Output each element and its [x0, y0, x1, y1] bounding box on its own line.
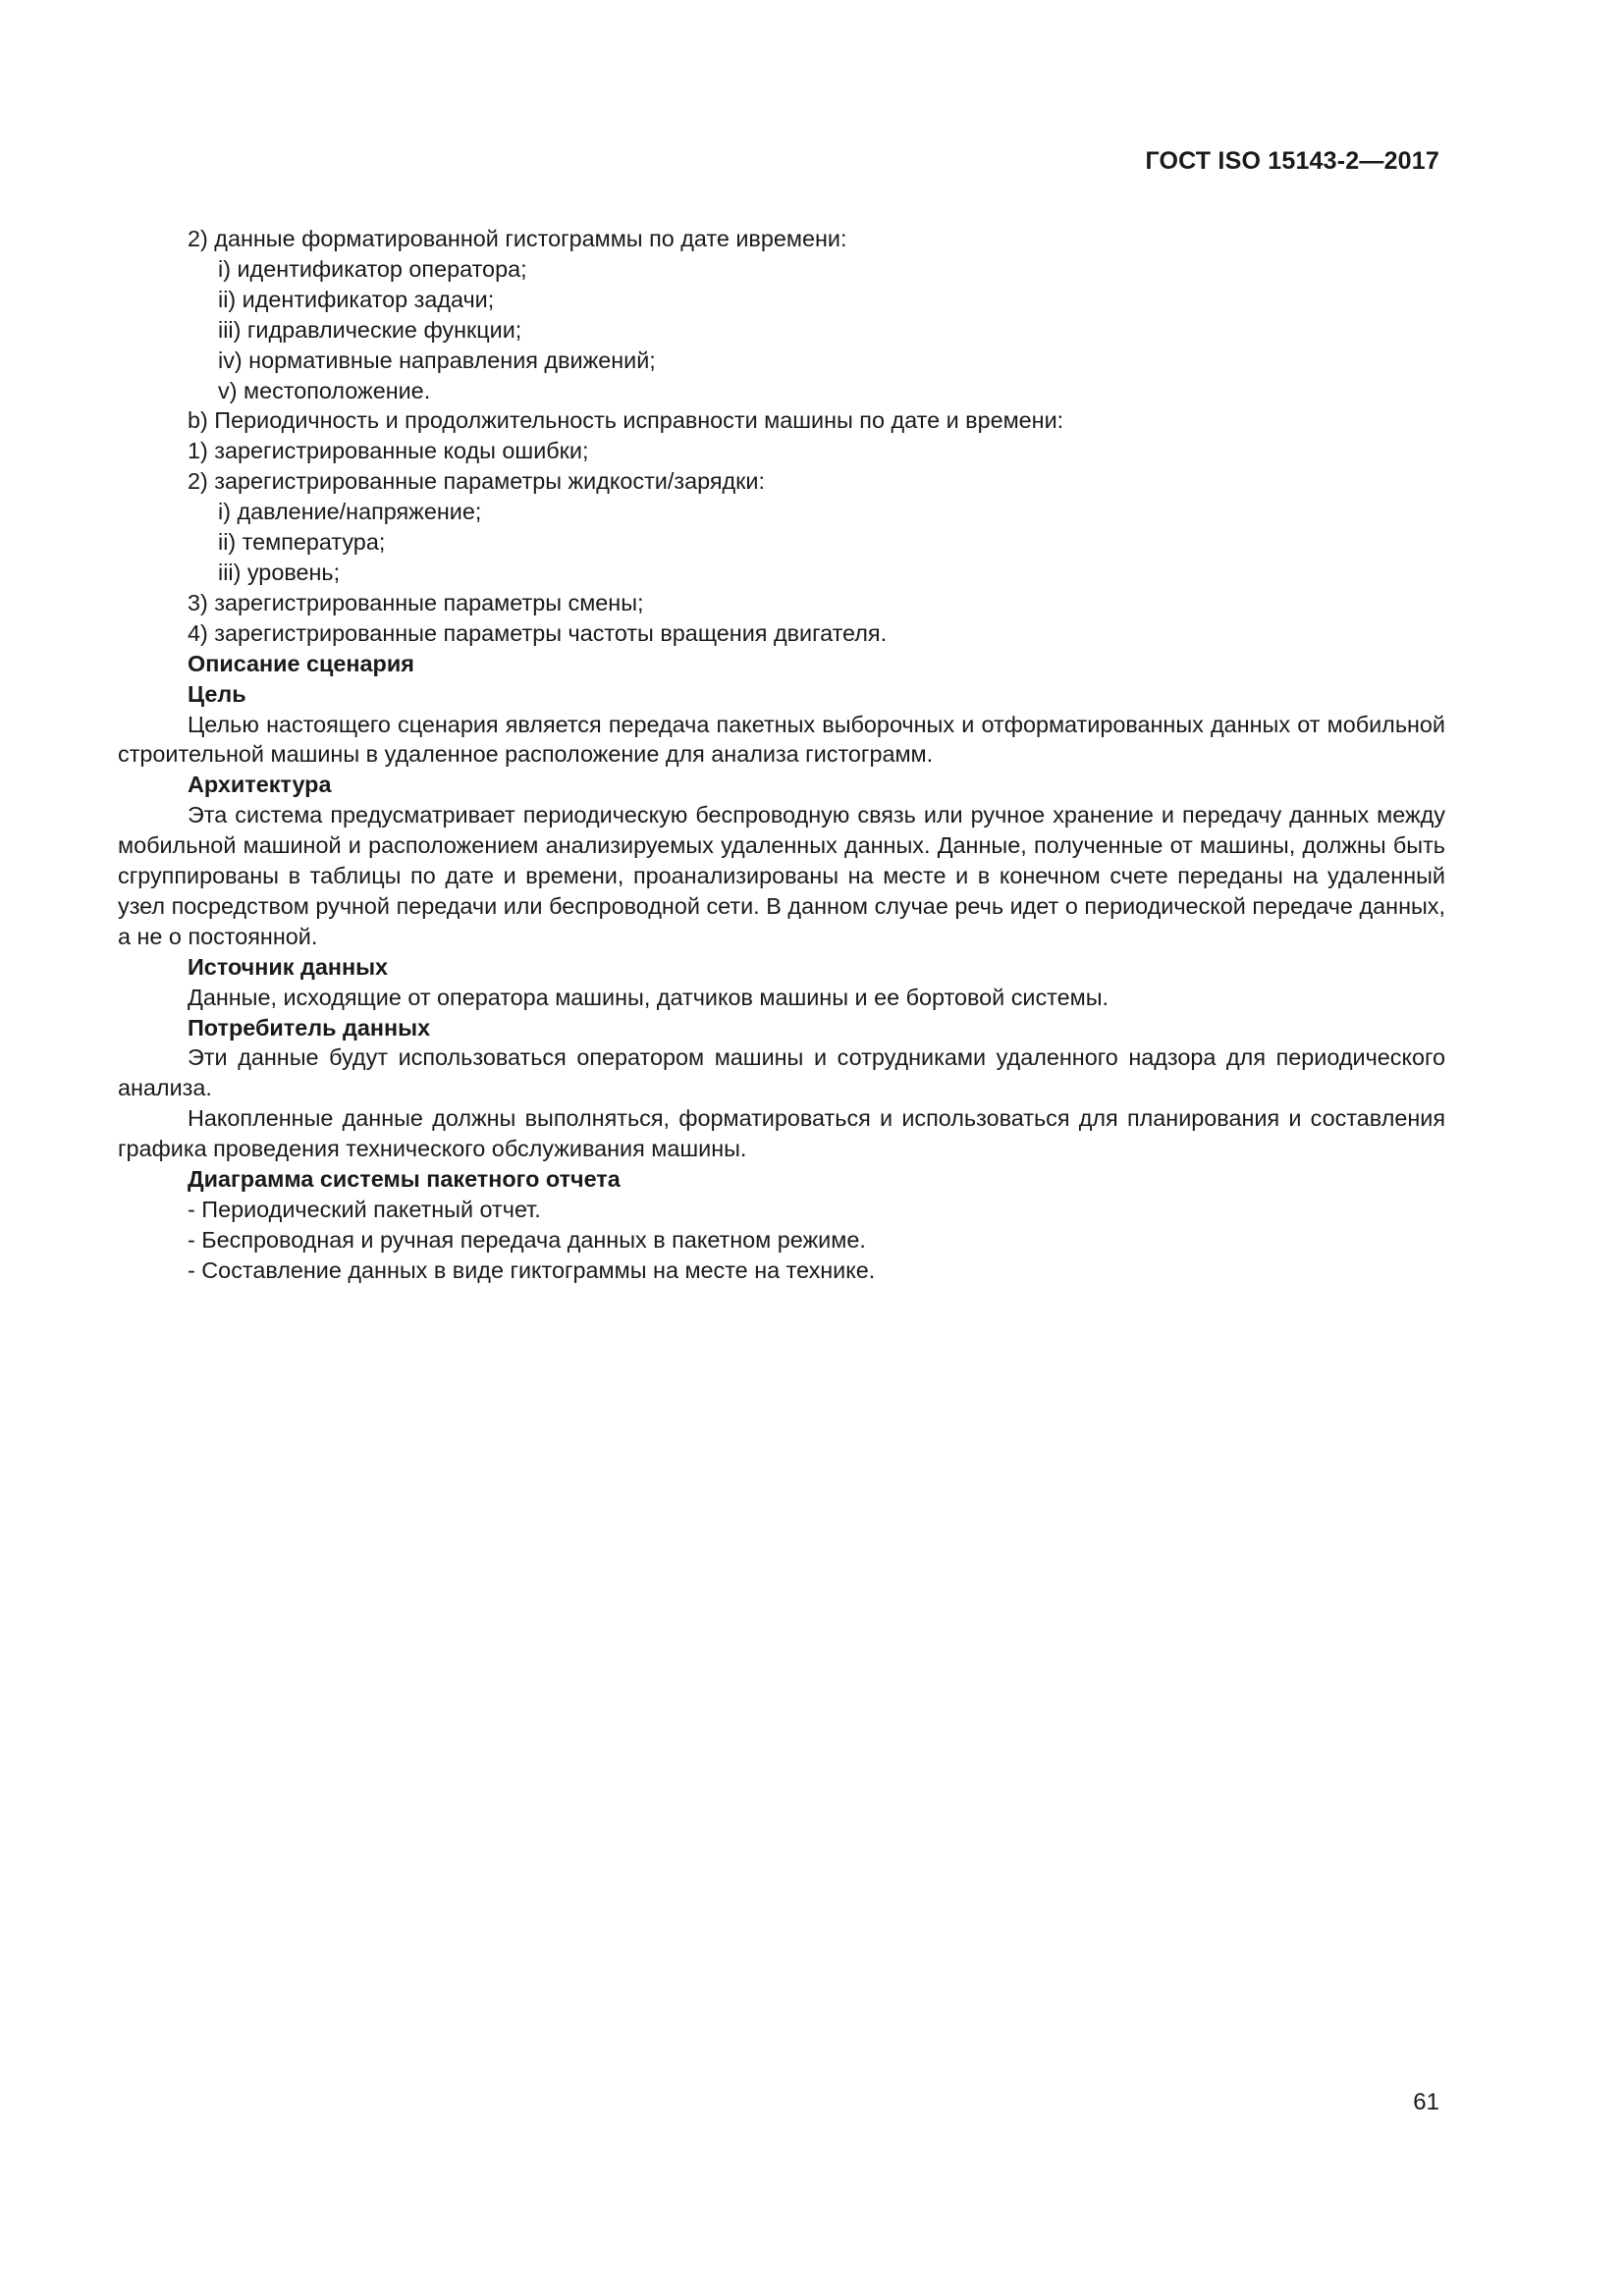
data-consumer-paragraph-1: Эти данные будут использоваться оператором машины и сотрудниками удаленного надзора для периодического анализа.: [118, 1044, 1445, 1101]
data-source-paragraph: Данные, исходящие от оператора машины, датчиков машины и ее бортовой системы.: [188, 984, 1110, 1010]
list-item: - Составление данных в виде гиктограммы на месте на технике.: [188, 1256, 876, 1283]
standard-code-header: ГОСТ ISO 15143-2—2017: [1145, 147, 1439, 175]
goal-paragraph: Целью настоящего сценария является передача пакетных выборочных и отформатированных данных от мобильной строительной машины в удаленное расположение для анализа гистограмм.: [118, 711, 1445, 768]
list-item: - Периодический пакетный отчет.: [188, 1197, 541, 1222]
page-content: [118, 224, 1445, 1286]
section-heading-scenario: Описание сценария: [188, 650, 414, 676]
list-item: ii) идентификатор задачи;: [218, 286, 495, 312]
list-item: iii) уровень;: [218, 559, 341, 585]
section-heading-data-consumer: Потребитель данных: [188, 1014, 431, 1041]
architecture-paragraph: Эта система предусматривает периодическую беспроводную связь или ручное хранение и передачу данных между мобильной машиной и расположением анализируемых удаленных данных. Данные, полученные от машины, должны быть сгруппированы в таблицы по дате и времени, проанализированы на месте и в конечном счете переданы на удаленный узел посредством ручной передачи или беспроводной сети. В данном случае речь идет о периодической передаче данных, а не о постоянной.: [118, 802, 1445, 949]
list-b-title: b) Периодичность и продолжительность исправности машины по дате и времени:: [188, 407, 1064, 434]
section-heading-architecture: Архитектура: [188, 772, 332, 798]
list-item: v) местоположение.: [218, 377, 431, 403]
list-item: i) идентификатор оператора;: [218, 255, 527, 282]
list-item: 3) зарегистрированные параметры смены;: [188, 589, 644, 615]
data-consumer-paragraph-2: Накопленные данные должны выполняться, форматироваться и использоваться для планирования и составления графика проведения технического обслуживания машины.: [118, 1105, 1445, 1162]
list-item: iv) нормативные направления движений;: [218, 347, 656, 373]
list-item: 4) зарегистрированные параметры частоты вращения двигателя.: [188, 619, 888, 646]
list-item: i) давление/напряжение;: [218, 499, 482, 525]
section-heading-data-source: Источник данных: [188, 953, 389, 980]
list-item: - Беспроводная и ручная передача данных в пакетном режиме.: [188, 1226, 866, 1253]
section-heading-diagram: Диаграмма системы пакетного отчета: [188, 1166, 621, 1193]
list-a2-title: 2) данные форматированной гистограммы по дате ивремени:: [188, 226, 847, 251]
list-item: 1) зарегистрированные коды ошибки;: [188, 438, 589, 464]
list-item: iii) гидравлические функции;: [218, 316, 522, 343]
page-number: 61: [1413, 2089, 1439, 2115]
list-item: ii) температура;: [218, 529, 386, 556]
section-heading-goal: Цель: [188, 680, 246, 707]
list-item: 2) зарегистрированные параметры жидкости/зарядки:: [188, 468, 765, 495]
